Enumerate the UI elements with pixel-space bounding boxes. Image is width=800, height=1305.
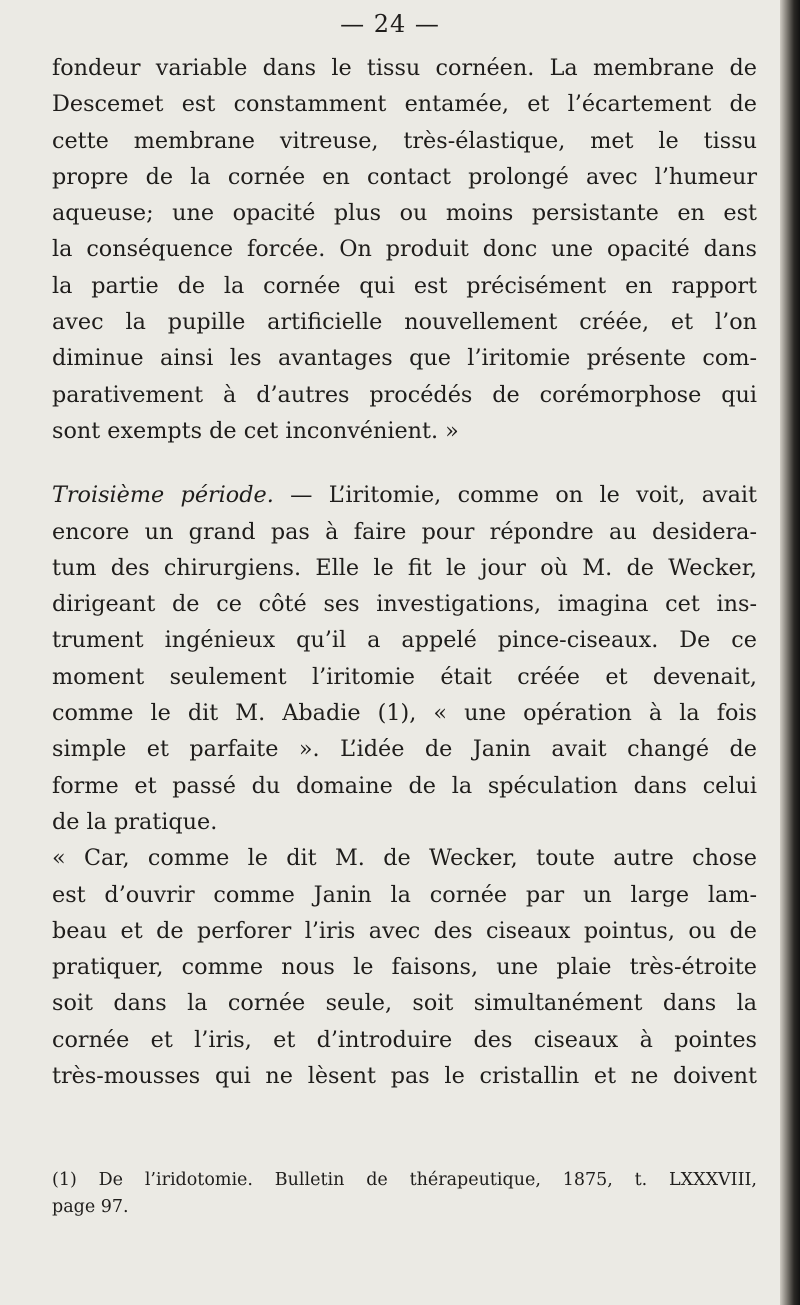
text-line: de la pratique.: [52, 808, 218, 835]
paragraph-1: [52, 50, 757, 449]
text-line: moment seulement l’iritomie était créée et devenait,: [52, 663, 757, 690]
text-line: « Car, comme le dit M. de Wecker, toute autre chose: [52, 845, 757, 872]
text-line: très-mousses qui ne lèsent pas le cristallin et ne doivent: [52, 1063, 757, 1090]
text-fragment: — L’iritomie, comme on le voit, avait: [273, 482, 757, 509]
text-line: tum des chirurgiens. Elle le fit le jour où M. de Wecker,: [52, 554, 757, 581]
body-text: [52, 50, 757, 1094]
text-line: simple et parfaite ». L’idée de Janin avait changé de: [52, 736, 757, 763]
text-line: fondeur variable dans le tissu cornéen. La membrane de: [52, 55, 757, 81]
text-line: sont exempts de cet inconvénient. »: [52, 417, 459, 444]
text-line: encore un grand pas à faire pour répondre au desidera-: [52, 518, 757, 545]
text-line: cette membrane vitreuse, très-élastique, met le tissu: [52, 127, 757, 154]
footnote-line: (1) De l’iridotomie. Bulletin de thérapeutique, 1875, t. LXXXVIII,: [52, 1170, 757, 1190]
text-line: avec la pupille artificielle nouvellement créée, et l’on: [52, 309, 757, 336]
text-line: est d’ouvrir comme Janin la cornée par un large lam-: [52, 881, 757, 908]
paragraph-gap: [52, 449, 757, 477]
paragraph-2: [52, 477, 757, 840]
text-line: la partie de la cornée qui est précisément en rapport: [52, 272, 757, 299]
text-line: soit dans la cornée seule, soit simultanément dans la: [52, 990, 757, 1017]
text-line: comme le dit M. Abadie (1), « une opération à la fois: [52, 700, 757, 727]
page-edge-shadow: [780, 0, 800, 1305]
page-number: — 24 —: [340, 10, 440, 38]
text-line: pratiquer, comme nous le faisons, une plaie très-étroite: [52, 954, 757, 981]
text-line: cornée et l’iris, et d’introduire des ciseaux à pointes: [52, 1026, 757, 1053]
text-line: aqueuse; une opacité plus ou moins persistante en est: [52, 200, 757, 227]
footnote-line: page 97.: [52, 1197, 129, 1217]
text-line: Descemet est constamment entamée, et l’écartement de: [52, 91, 757, 118]
footnotes: [52, 1167, 757, 1221]
text-line: diminue ainsi les avantages que l’iritomie présente com-: [52, 345, 757, 372]
text-line: propre de la cornée en contact prolongé avec l’humeur: [52, 163, 757, 190]
text-line: parativement à d’autres procédés de corémorphose qui: [52, 381, 757, 408]
text-line: la conséquence forcée. On produit donc une opacité dans: [52, 236, 757, 263]
text-line-with-heading: [52, 477, 757, 513]
text-line: dirigeant de ce côté ses investigations, imagina cet ins-: [52, 591, 757, 618]
section-heading: Troisième période.: [52, 482, 274, 509]
text-line: forme et passé du domaine de la spéculation dans celui: [52, 772, 757, 799]
text-line: beau et de perforer l’iris avec des ciseaux pointus, ou de: [52, 917, 757, 944]
paragraph-3: [52, 840, 757, 1094]
text-line: trument ingénieux qu’il a appelé pince-ciseaux. De ce: [52, 627, 757, 654]
